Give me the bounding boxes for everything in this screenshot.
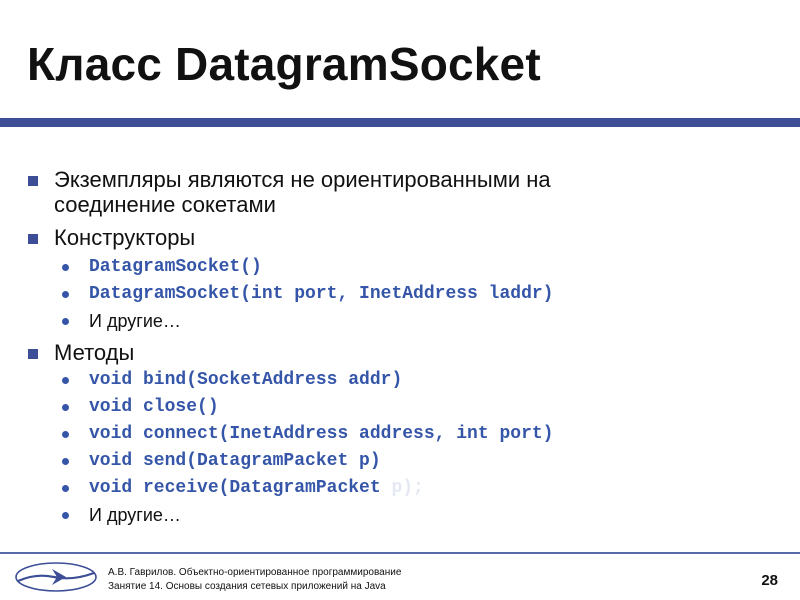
page-number: 28 bbox=[761, 572, 778, 589]
round-bullet-icon bbox=[62, 404, 69, 411]
method-item: void close() bbox=[89, 397, 219, 417]
method-item: void connect(InetAddress address, int port) bbox=[89, 424, 554, 444]
course-logo-icon bbox=[14, 561, 98, 593]
round-bullet-icon bbox=[62, 431, 69, 438]
method-item-receive bbox=[89, 477, 424, 499]
square-bullet-icon bbox=[28, 349, 38, 359]
square-bullet-icon bbox=[28, 176, 38, 186]
round-bullet-icon bbox=[62, 377, 69, 384]
bullet-methods: Методы bbox=[54, 340, 135, 365]
round-bullet-icon bbox=[62, 291, 69, 298]
footer-lesson: Занятие 14. Основы создания сетевых приложений на Java bbox=[108, 581, 386, 592]
bullet-instances-line1: Экземпляры являются не ориентированными на bbox=[54, 167, 551, 192]
round-bullet-icon bbox=[62, 485, 69, 492]
method-item: void send(DatagramPacket p) bbox=[89, 451, 381, 471]
square-bullet-icon bbox=[28, 234, 38, 244]
round-bullet-icon bbox=[62, 512, 69, 519]
footer-author-course: А.В. Гаврилов. Объектно-ориентированное программирование bbox=[108, 567, 402, 578]
slide-title: Класс DatagramSocket bbox=[27, 38, 541, 90]
bullet-instances-line2: соединение сокетами bbox=[54, 192, 276, 217]
footer-caption bbox=[108, 566, 401, 594]
round-bullet-icon bbox=[62, 264, 69, 271]
method-item: И другие… bbox=[89, 505, 181, 525]
method-item-receive-faded-tail: p); bbox=[391, 478, 424, 498]
method-item-receive-text: void receive(DatagramPacket bbox=[89, 478, 392, 498]
constructor-item: DatagramSocket(int port, InetAddress laddr) bbox=[89, 284, 554, 304]
bullet-constructors: Конструкторы bbox=[54, 225, 196, 250]
constructor-item: И другие… bbox=[89, 311, 181, 331]
round-bullet-icon bbox=[62, 458, 69, 465]
footer-divider bbox=[0, 552, 800, 554]
constructor-item: DatagramSocket() bbox=[89, 257, 262, 277]
method-item: void bind(SocketAddress addr) bbox=[89, 370, 403, 390]
round-bullet-icon bbox=[62, 318, 69, 325]
